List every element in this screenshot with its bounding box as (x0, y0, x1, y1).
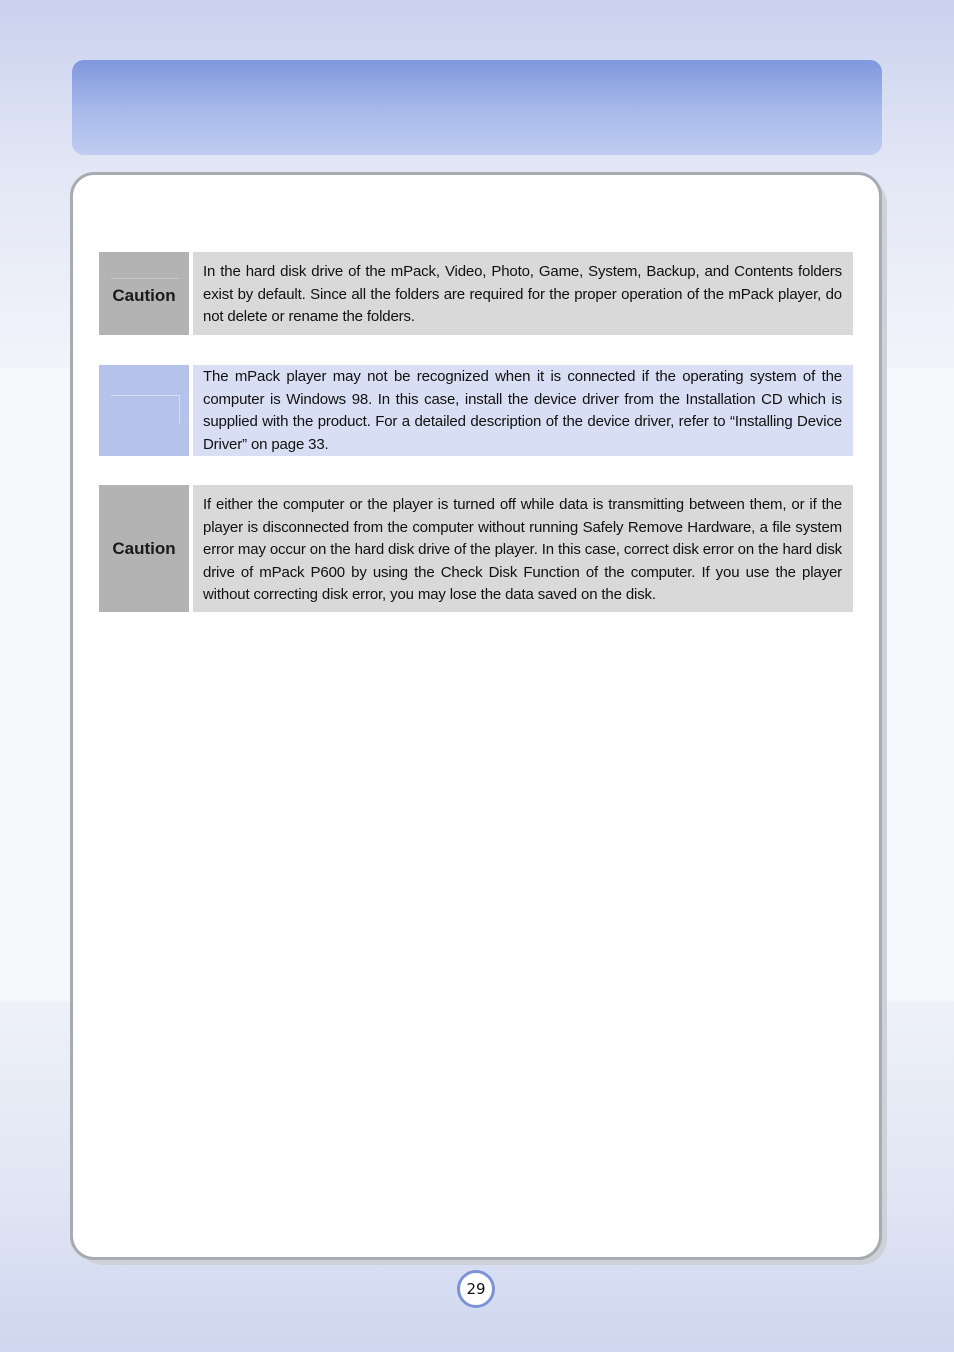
caution-note-disk-error (99, 485, 853, 612)
content-panel (70, 172, 882, 1260)
caution-label (99, 252, 189, 335)
info-note-windows98 (99, 365, 853, 456)
label-divider (111, 395, 179, 396)
caution-note-text: In the hard disk drive of the mPack, Video, Photo, Game, System, Backup, and Contents folders exist by default. Since all the folders are required for the proper operation of the mPack player, do not delete or rename the folders. (193, 252, 853, 335)
info-note-text: The mPack player may not be recognized when it is connected if the operating system of the computer is Windows 98. In this case, install the device driver from the Installation CD which is supplied with the product. For a detailed description of the device driver, refer to “Installing Device Driver” on page 33. (193, 365, 853, 456)
caution-label (99, 485, 189, 612)
header-band (72, 60, 882, 155)
label-divider (111, 278, 179, 279)
caution-note-folders (99, 252, 853, 335)
page-number-text: 29 (466, 1280, 486, 1298)
page-number (457, 1270, 495, 1308)
caution-note-text: If either the computer or the player is turned off while data is transmitting between them, or if the player is disconnected from the computer without running Safely Remove Hardware, a file system error may occur on the hard disk drive of the player. In this case, correct disk error on the hard disk drive of mPack P600 by using the Check Disk Function of the computer. If you use the player without correcting disk error, you may lose the data saved on the disk. (193, 485, 853, 612)
label-divider-vertical (179, 395, 180, 423)
info-label (99, 365, 189, 456)
caution-label-text: Caution (112, 538, 176, 558)
caution-label-text: Caution (112, 285, 176, 305)
